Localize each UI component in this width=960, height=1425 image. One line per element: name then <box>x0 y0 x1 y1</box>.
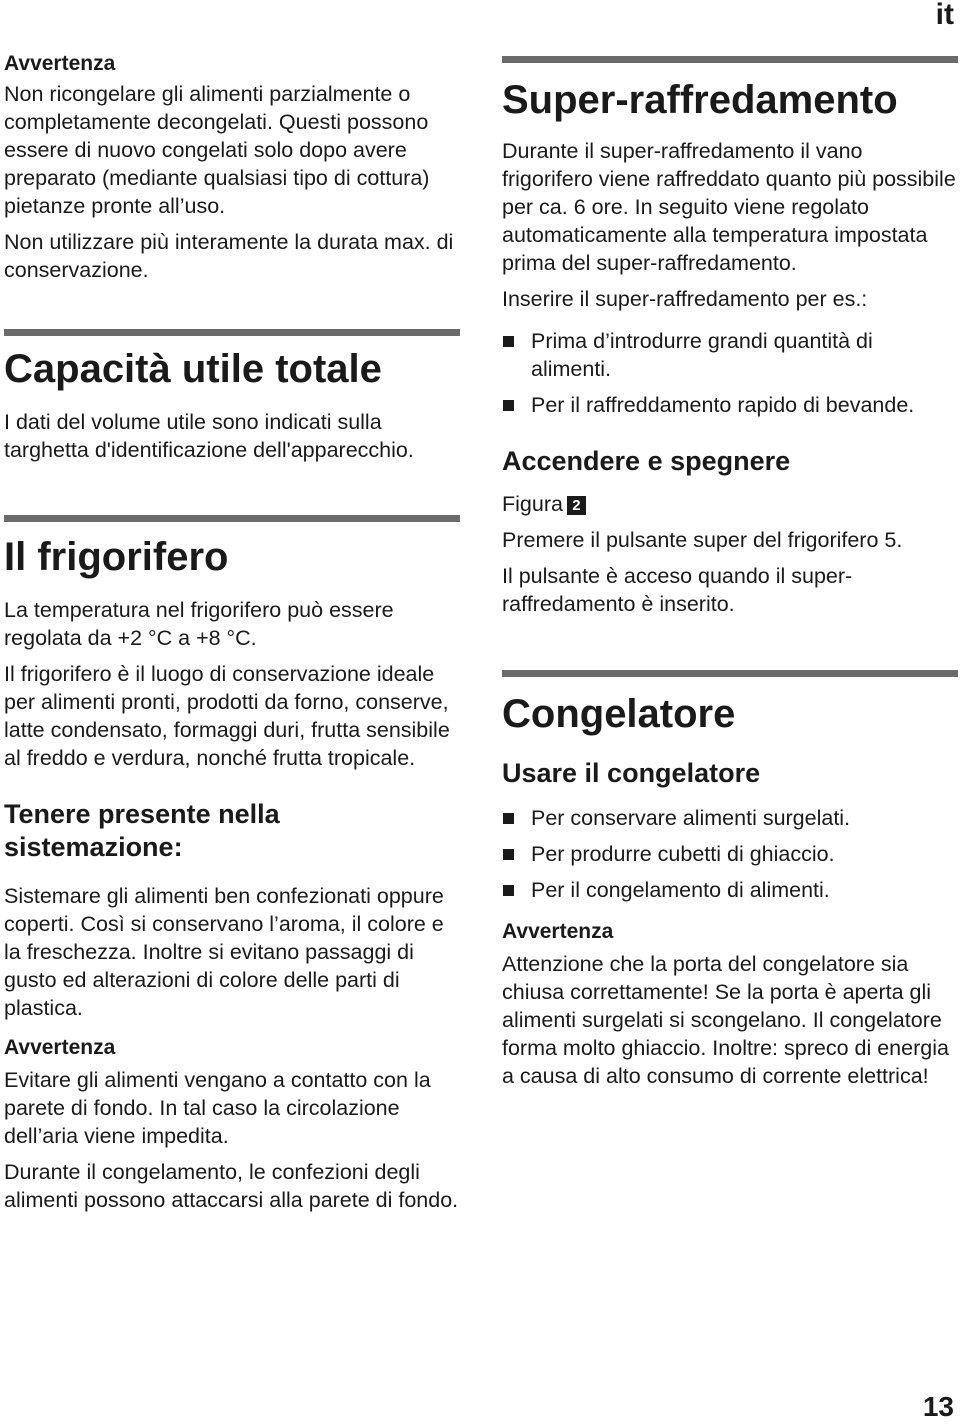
storage-title: Tenere presente nella sistemazione: <box>4 799 280 862</box>
warning-heading: Avvertenza <box>4 1036 116 1059</box>
bullet-icon <box>503 885 514 896</box>
warning-heading: Avvertenza <box>4 52 116 75</box>
freezer-subtitle: Usare il congelatore <box>502 758 761 788</box>
freezer-list <box>502 804 958 904</box>
warning-heading: Avvertenza <box>502 920 614 943</box>
fridge-temperature-text: La temperatura nel frigorifero può essere regolata da +2 °C a +8 °C. <box>4 598 394 650</box>
list-item: Per il congelamento di alimenti. <box>502 876 958 904</box>
onoff-press-text: Premere il pulsante super del frigorifero 5. <box>502 528 903 552</box>
fridge-description-text: Il frigorifero è il luogo di conservazione ideale per alimenti pronti, prodotti da forno, conserve, latte condensato, formaggi duri, frutta sensibile al freddo e verdura, nonché frutta tropicale. <box>4 662 450 770</box>
freezer-title: Congelatore <box>502 692 736 736</box>
list-item: Per produrre cubetti di ghiaccio. <box>502 840 958 868</box>
warning-door-text: Attenzione che la porta del congelatore sia chiusa correttamente! Se la porta è aperta gli alimenti surgelati si scongelano. Il congelatore forma molto ghiaccio. Inoltre: spreco di energia a causa di alto consumo di corrente elettrica! <box>502 952 949 1088</box>
section-rule <box>4 515 460 522</box>
fridge-title: Il frigorifero <box>4 535 229 579</box>
section-rule <box>502 56 958 63</box>
section-rule <box>502 670 958 677</box>
onoff-lit-text: Il pulsante è acceso quando il super-raffredamento è inserito. <box>502 564 853 616</box>
supercool-text: Durante il super-raffredamento il vano frigorifero viene raffreddato quanto più possibile per ca. 6 ore. In seguito viene regolato automaticamente alla temperatura impostata prima del super-raffredamento. <box>502 139 956 275</box>
figure-reference: Figura 2 <box>502 490 958 518</box>
list-item: Prima d’introdurre grandi quantità di alimenti. <box>502 327 958 383</box>
warning-refreeze-text: Non ricongelare gli alimenti parzialmente o completamente decongelati. Questi possono essere di nuovo congelati solo dopo avere preparato (mediante qualsiasi tipo di cottura) pietanze pronte all’uso. <box>4 82 430 218</box>
figure-number-badge: 2 <box>567 496 586 515</box>
onoff-title: Accendere e spegnere <box>502 446 791 476</box>
bullet-icon <box>503 400 514 411</box>
page-number: 13 <box>922 1391 954 1422</box>
bullet-icon <box>503 849 514 860</box>
left-column <box>4 0 460 1214</box>
warning-freezing-text: Durante il congelamento, le confezioni degli alimenti possono attaccarsi alla parete di fondo. <box>4 1160 459 1212</box>
warning-back-wall-text: Evitare gli alimenti vengano a contatto con la parete di fondo. In tal caso la circolazione dell’aria viene impedita. <box>4 1068 431 1148</box>
language-code: it <box>935 0 954 31</box>
list-item: Per il raffreddamento rapido di bevande. <box>502 391 958 419</box>
capacity-text: I dati del volume utile sono indicati sulla targhetta d'identificazione dell'apparecchio. <box>4 410 414 462</box>
right-column <box>502 0 958 1090</box>
supercool-usage-text: Inserire il super-raffredamento per es.: <box>502 287 868 311</box>
list-item: Per conservare alimenti surgelati. <box>502 804 958 832</box>
warning-storage-duration-text: Non utilizzare più interamente la durata max. di conservazione. <box>4 230 454 282</box>
bullet-icon <box>503 336 514 347</box>
supercool-list <box>502 327 958 419</box>
supercool-title: Super-raffredamento <box>502 78 898 122</box>
capacity-title: Capacità utile totale <box>4 347 382 391</box>
bullet-icon <box>503 813 514 824</box>
storage-text: Sistemare gli alimenti ben confezionati oppure coperti. Così si conservano l’aroma, il colore e la freschezza. Inoltre si evitano passaggi di gusto ed alterazioni di colore delle parti di plastica. <box>4 884 444 1020</box>
section-rule <box>4 329 460 336</box>
